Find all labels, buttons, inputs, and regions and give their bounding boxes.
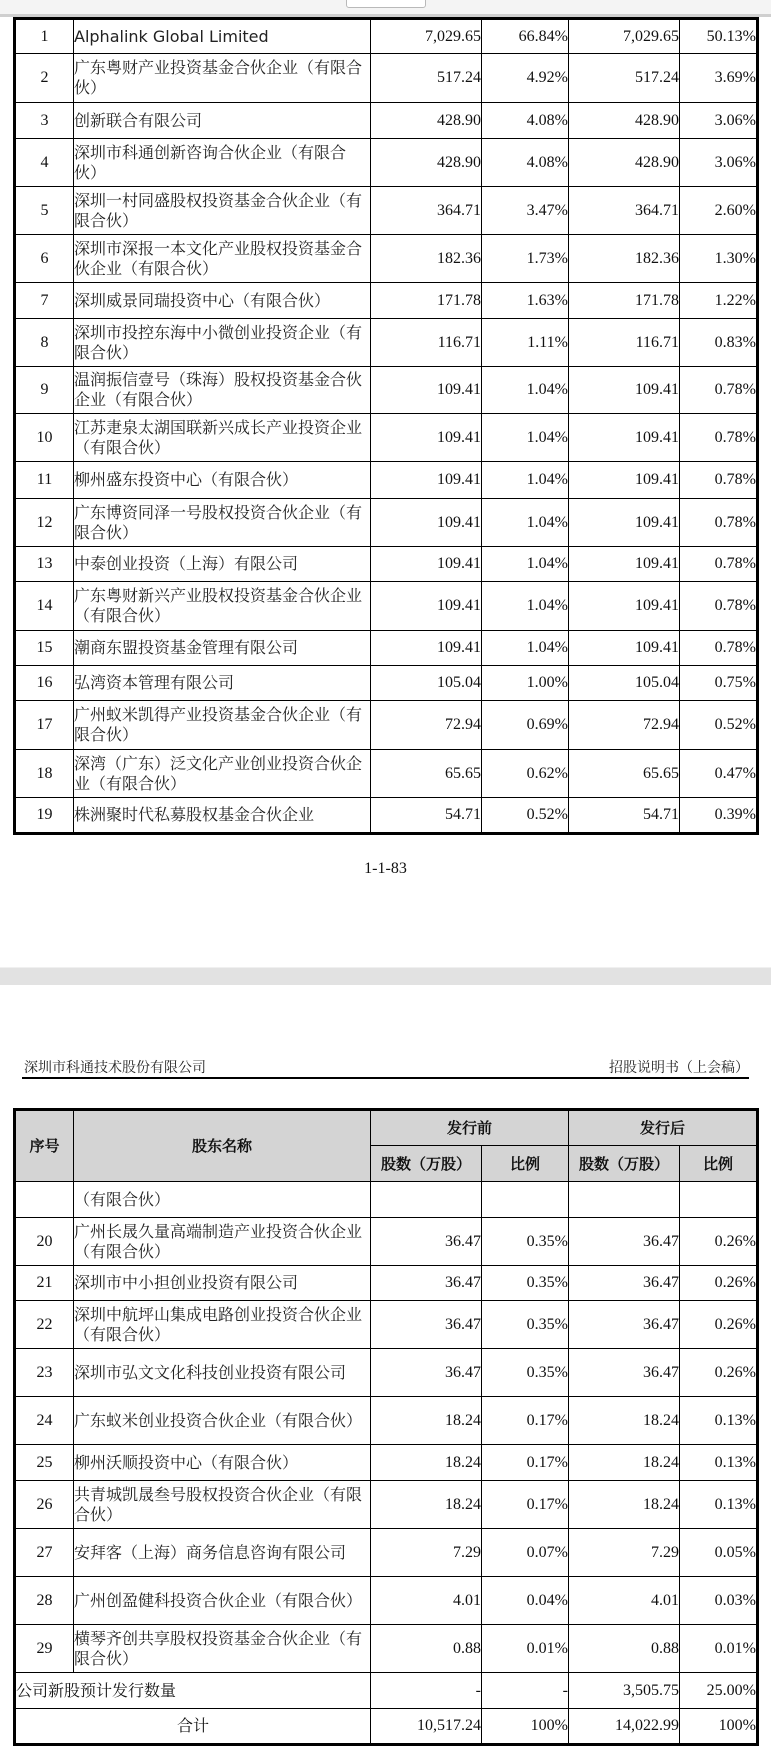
shareholder-name: 深圳市深报一本文化产业股权投资基金合伙企业（有限合伙） bbox=[74, 235, 371, 283]
table-row-continuation bbox=[15, 1182, 758, 1218]
post-issue-ratio: 0.26% bbox=[680, 1349, 758, 1397]
col-header-pre-issue: 发行前 bbox=[371, 1110, 569, 1146]
pre-issue-ratio: 0.69% bbox=[482, 701, 569, 750]
row-number: 22 bbox=[15, 1301, 74, 1349]
post-issue-shares: 36.47 bbox=[569, 1301, 680, 1349]
post-issue-shares: 428.90 bbox=[569, 103, 680, 139]
col-header-post-issue: 发行后 bbox=[569, 1110, 758, 1146]
row-number: 19 bbox=[15, 798, 74, 834]
pre-issue-shares: 105.04 bbox=[371, 666, 482, 701]
toolbar-button[interactable] bbox=[346, 0, 426, 8]
pre-issue-ratio: 1.04% bbox=[482, 499, 569, 547]
pre-issue-ratio: 4.92% bbox=[482, 54, 569, 103]
table-row bbox=[15, 414, 758, 462]
row-number: 16 bbox=[15, 666, 74, 701]
post-issue-ratio: 0.26% bbox=[680, 1218, 758, 1266]
pre-issue-ratio: 0.62% bbox=[482, 750, 569, 798]
shareholder-name: 深圳威景同瑞投资中心（有限合伙） bbox=[74, 283, 371, 319]
pre-issue-shares: 182.36 bbox=[371, 235, 482, 283]
table-row bbox=[15, 235, 758, 283]
col-header-no: 序号 bbox=[15, 1110, 74, 1182]
post-issue-shares: 109.41 bbox=[569, 462, 680, 499]
col-header-pre-shares: 股数（万股） bbox=[371, 1146, 482, 1182]
post-issue-ratio: 0.78% bbox=[680, 582, 758, 631]
table-row bbox=[15, 19, 758, 54]
table-row bbox=[15, 499, 758, 547]
post-issue-ratio: 0.52% bbox=[680, 701, 758, 750]
row-number: 27 bbox=[15, 1529, 74, 1577]
row-number: 28 bbox=[15, 1577, 74, 1625]
pre-issue-ratio: 1.04% bbox=[482, 462, 569, 499]
shareholder-name: 深圳市中小担创业投资有限公司 bbox=[74, 1266, 371, 1301]
shareholder-name: 广东蚁米创业投资合伙企业（有限合伙） bbox=[74, 1397, 371, 1445]
shareholder-table-page1 bbox=[13, 17, 759, 835]
shareholder-name: 深湾（广东）泛文化产业创业投资合伙企业（有限合伙） bbox=[74, 750, 371, 798]
pre-issue-shares: 109.41 bbox=[371, 499, 482, 547]
pre-issue-shares: 109.41 bbox=[371, 547, 482, 582]
shareholder-name: 温润振信壹号（珠海）股权投资基金合伙企业（有限合伙） bbox=[74, 367, 371, 414]
table-row bbox=[15, 582, 758, 631]
post-issue-shares: 109.41 bbox=[569, 414, 680, 462]
pre-issue-shares: 116.71 bbox=[371, 319, 482, 367]
table-row bbox=[15, 1218, 758, 1266]
post-issue-shares: 105.04 bbox=[569, 666, 680, 701]
post-issue-ratio: 0.13% bbox=[680, 1397, 758, 1445]
table-row bbox=[15, 54, 758, 103]
col-header-name: 股东名称 bbox=[74, 1110, 371, 1182]
pre-issue-shares: 18.24 bbox=[371, 1445, 482, 1481]
table-row bbox=[15, 139, 758, 187]
document-type: 招股说明书（上会稿） bbox=[609, 1060, 749, 1076]
row-number: 13 bbox=[15, 547, 74, 582]
post-issue-ratio: 3.69% bbox=[680, 54, 758, 103]
pre-issue-shares: 171.78 bbox=[371, 283, 482, 319]
company-name: 深圳市科通技术股份有限公司 bbox=[24, 1060, 206, 1076]
pre-issue-ratio: 1.63% bbox=[482, 283, 569, 319]
pre-issue-ratio: 0.35% bbox=[482, 1301, 569, 1349]
row-number: 15 bbox=[15, 631, 74, 666]
pre-issue-ratio: 0.01% bbox=[482, 1625, 569, 1673]
row-number: 25 bbox=[15, 1445, 74, 1481]
post-issue-shares: 116.71 bbox=[569, 319, 680, 367]
total-post-ratio: 100% bbox=[680, 1709, 758, 1745]
table-row bbox=[15, 1481, 758, 1529]
table-row bbox=[15, 103, 758, 139]
table-row bbox=[15, 1625, 758, 1673]
new-shares-pre-shares: - bbox=[371, 1673, 482, 1709]
shareholder-name: 深圳一村同盛股权投资基金合伙企业（有限合伙） bbox=[74, 187, 371, 235]
pre-issue-ratio: 0.35% bbox=[482, 1218, 569, 1266]
post-issue-ratio: 0.26% bbox=[680, 1266, 758, 1301]
total-post-shares: 14,022.99 bbox=[569, 1709, 680, 1745]
pre-issue-ratio: 4.08% bbox=[482, 139, 569, 187]
row-number: 6 bbox=[15, 235, 74, 283]
row-number: 8 bbox=[15, 319, 74, 367]
post-issue-shares: 109.41 bbox=[569, 547, 680, 582]
row-number: 5 bbox=[15, 187, 74, 235]
table-row bbox=[15, 1397, 758, 1445]
pre-issue-ratio: 1.04% bbox=[482, 582, 569, 631]
table-row-total bbox=[15, 1709, 758, 1745]
pre-issue-shares: 4.01 bbox=[371, 1577, 482, 1625]
row-number: 1 bbox=[15, 19, 74, 54]
pre-issue-ratio: 1.11% bbox=[482, 319, 569, 367]
shareholder-name-continuation: （有限合伙） bbox=[74, 1182, 371, 1218]
post-issue-ratio: 0.01% bbox=[680, 1625, 758, 1673]
post-issue-shares: 171.78 bbox=[569, 283, 680, 319]
row-number: 21 bbox=[15, 1266, 74, 1301]
post-issue-shares: 7,029.65 bbox=[569, 19, 680, 54]
row-number: 26 bbox=[15, 1481, 74, 1529]
shareholder-name: 潮商东盟投资基金管理有限公司 bbox=[74, 631, 371, 666]
pre-issue-shares: 109.41 bbox=[371, 631, 482, 666]
new-shares-label: 公司新股预计发行数量 bbox=[15, 1673, 371, 1709]
post-issue-shares: 65.65 bbox=[569, 750, 680, 798]
row-number: 24 bbox=[15, 1397, 74, 1445]
pre-issue-ratio: 0.07% bbox=[482, 1529, 569, 1577]
post-issue-shares: 517.24 bbox=[569, 54, 680, 103]
col-header-post-shares: 股数（万股） bbox=[569, 1146, 680, 1182]
pre-issue-shares: 517.24 bbox=[371, 54, 482, 103]
table-row bbox=[15, 319, 758, 367]
post-issue-ratio: 50.13% bbox=[680, 19, 758, 54]
shareholder-table-page2 bbox=[13, 1108, 759, 1746]
row-number: 2 bbox=[15, 54, 74, 103]
post-issue-shares: 109.41 bbox=[569, 367, 680, 414]
table-row bbox=[15, 547, 758, 582]
pre-issue-shares: 65.65 bbox=[371, 750, 482, 798]
post-issue-ratio: 2.60% bbox=[680, 187, 758, 235]
total-pre-shares: 10,517.24 bbox=[371, 1709, 482, 1745]
post-issue-shares: 72.94 bbox=[569, 701, 680, 750]
post-issue-ratio: 0.47% bbox=[680, 750, 758, 798]
table-row-new-shares bbox=[15, 1673, 758, 1709]
post-issue-ratio: 3.06% bbox=[680, 103, 758, 139]
post-issue-shares: 0.88 bbox=[569, 1625, 680, 1673]
pre-issue-shares: 54.71 bbox=[371, 798, 482, 834]
post-issue-ratio: 0.78% bbox=[680, 462, 758, 499]
post-issue-ratio: 0.05% bbox=[680, 1529, 758, 1577]
table-row bbox=[15, 283, 758, 319]
row-number: 29 bbox=[15, 1625, 74, 1673]
pre-issue-ratio: 0.17% bbox=[482, 1445, 569, 1481]
pre-issue-shares: 109.41 bbox=[371, 414, 482, 462]
shareholder-name: 江苏疌泉太湖国联新兴成长产业投资企业（有限合伙） bbox=[74, 414, 371, 462]
shareholder-name: 深圳中航坪山集成电路创业投资合伙企业（有限合伙） bbox=[74, 1301, 371, 1349]
post-issue-ratio: 0.78% bbox=[680, 414, 758, 462]
row-number: 17 bbox=[15, 701, 74, 750]
pre-issue-shares: 428.90 bbox=[371, 139, 482, 187]
shareholder-name: 深圳市科通创新咨询合伙企业（有限合伙） bbox=[74, 139, 371, 187]
post-issue-shares: 18.24 bbox=[569, 1445, 680, 1481]
row-number: 7 bbox=[15, 283, 74, 319]
table-row bbox=[15, 798, 758, 834]
col-header-post-ratio: 比例 bbox=[680, 1146, 758, 1182]
post-issue-shares: 36.47 bbox=[569, 1218, 680, 1266]
document-header bbox=[22, 1055, 749, 1079]
post-issue-shares: 36.47 bbox=[569, 1266, 680, 1301]
shareholder-name: 柳州盛东投资中心（有限合伙） bbox=[74, 462, 371, 499]
shareholder-name: 柳州沃顺投资中心（有限合伙） bbox=[74, 1445, 371, 1481]
pre-issue-ratio: 1.04% bbox=[482, 631, 569, 666]
post-issue-shares: 7.29 bbox=[569, 1529, 680, 1577]
post-issue-shares: 364.71 bbox=[569, 187, 680, 235]
shareholder-name: 共青城凯晟叁号股权投资合伙企业（有限合伙） bbox=[74, 1481, 371, 1529]
post-issue-shares: 109.41 bbox=[569, 631, 680, 666]
table-row bbox=[15, 1529, 758, 1577]
table-row bbox=[15, 701, 758, 750]
shareholder-name: 创新联合有限公司 bbox=[74, 103, 371, 139]
page-number: 1-1-83 bbox=[364, 860, 407, 877]
new-shares-post-ratio: 25.00% bbox=[680, 1673, 758, 1709]
pre-issue-ratio: 0.35% bbox=[482, 1349, 569, 1397]
new-shares-post-shares: 3,505.75 bbox=[569, 1673, 680, 1709]
total-label: 合计 bbox=[15, 1709, 371, 1745]
post-issue-ratio: 0.13% bbox=[680, 1481, 758, 1529]
pre-issue-ratio: 1.04% bbox=[482, 367, 569, 414]
shareholder-name: 广州蚁米凯得产业投资基金合伙企业（有限合伙） bbox=[74, 701, 371, 750]
shareholder-name: 广东粤财产业投资基金合伙企业（有限合伙） bbox=[74, 54, 371, 103]
post-issue-ratio: 0.26% bbox=[680, 1301, 758, 1349]
shareholder-name: 安拜客（上海）商务信息咨询有限公司 bbox=[74, 1529, 371, 1577]
row-number: 9 bbox=[15, 367, 74, 414]
shareholder-name: 横琴齐创共享股权投资基金合伙企业（有限合伙） bbox=[74, 1625, 371, 1673]
pre-issue-ratio: 0.17% bbox=[482, 1397, 569, 1445]
table-row bbox=[15, 750, 758, 798]
pre-issue-ratio: 0.17% bbox=[482, 1481, 569, 1529]
row-number: 14 bbox=[15, 582, 74, 631]
pre-issue-ratio: 3.47% bbox=[482, 187, 569, 235]
post-issue-ratio: 0.03% bbox=[680, 1577, 758, 1625]
pre-issue-shares: 7.29 bbox=[371, 1529, 482, 1577]
post-issue-ratio: 1.30% bbox=[680, 235, 758, 283]
shareholder-name: 弘湾资本管理有限公司 bbox=[74, 666, 371, 701]
pre-issue-shares: 36.47 bbox=[371, 1301, 482, 1349]
row-number: 23 bbox=[15, 1349, 74, 1397]
table-row bbox=[15, 1349, 758, 1397]
pre-issue-ratio: 1.00% bbox=[482, 666, 569, 701]
post-issue-ratio: 0.78% bbox=[680, 367, 758, 414]
post-issue-ratio: 0.78% bbox=[680, 547, 758, 582]
viewer-toolbar bbox=[0, 0, 771, 17]
pre-issue-shares: 72.94 bbox=[371, 701, 482, 750]
shareholder-name: 广州长晟久量高端制造产业投资合伙企业（有限合伙） bbox=[74, 1218, 371, 1266]
post-issue-shares: 36.47 bbox=[569, 1349, 680, 1397]
shareholder-name: 深圳市弘文文化科技创业投资有限公司 bbox=[74, 1349, 371, 1397]
pre-issue-shares: 18.24 bbox=[371, 1397, 482, 1445]
table-row bbox=[15, 1577, 758, 1625]
table-row bbox=[15, 1445, 758, 1481]
table-row bbox=[15, 666, 758, 701]
post-issue-ratio: 3.06% bbox=[680, 139, 758, 187]
pre-issue-shares: 36.47 bbox=[371, 1218, 482, 1266]
pre-issue-shares: 7,029.65 bbox=[371, 19, 482, 54]
row-number: 18 bbox=[15, 750, 74, 798]
shareholder-name: 广东粤财新兴产业股权投资基金合伙企业（有限合伙） bbox=[74, 582, 371, 631]
post-issue-ratio: 0.78% bbox=[680, 499, 758, 547]
pre-issue-ratio: 1.73% bbox=[482, 235, 569, 283]
page-separator bbox=[0, 967, 771, 985]
table-row bbox=[15, 631, 758, 666]
pre-issue-shares: 364.71 bbox=[371, 187, 482, 235]
pre-issue-ratio: 4.08% bbox=[482, 103, 569, 139]
post-issue-shares: 4.01 bbox=[569, 1577, 680, 1625]
row-number: 4 bbox=[15, 139, 74, 187]
table-row bbox=[15, 367, 758, 414]
pre-issue-shares: 109.41 bbox=[371, 582, 482, 631]
shareholder-name: 中泰创业投资（上海）有限公司 bbox=[74, 547, 371, 582]
post-issue-ratio: 0.83% bbox=[680, 319, 758, 367]
row-number: 12 bbox=[15, 499, 74, 547]
row-number: 10 bbox=[15, 414, 74, 462]
shareholder-name: 深圳市投控东海中小微创业投资企业（有限合伙） bbox=[74, 319, 371, 367]
post-issue-shares: 182.36 bbox=[569, 235, 680, 283]
pre-issue-shares: 18.24 bbox=[371, 1481, 482, 1529]
pre-issue-ratio: 0.35% bbox=[482, 1266, 569, 1301]
post-issue-ratio: 0.78% bbox=[680, 631, 758, 666]
col-header-pre-ratio: 比例 bbox=[482, 1146, 569, 1182]
post-issue-shares: 18.24 bbox=[569, 1481, 680, 1529]
pre-issue-shares: 0.88 bbox=[371, 1625, 482, 1673]
post-issue-ratio: 0.13% bbox=[680, 1445, 758, 1481]
shareholder-name: Alphalink Global Limited bbox=[74, 19, 371, 54]
post-issue-ratio: 0.39% bbox=[680, 798, 758, 834]
post-issue-ratio: 1.22% bbox=[680, 283, 758, 319]
table-row bbox=[15, 1301, 758, 1349]
pre-issue-ratio: 0.04% bbox=[482, 1577, 569, 1625]
row-number: 3 bbox=[15, 103, 74, 139]
row-number: 20 bbox=[15, 1218, 74, 1266]
pre-issue-ratio: 0.52% bbox=[482, 798, 569, 834]
table-row bbox=[15, 1266, 758, 1301]
pre-issue-shares: 36.47 bbox=[371, 1266, 482, 1301]
post-issue-shares: 109.41 bbox=[569, 582, 680, 631]
shareholder-name: 广州创盈健科投资合伙企业（有限合伙） bbox=[74, 1577, 371, 1625]
new-shares-pre-ratio: - bbox=[482, 1673, 569, 1709]
table-row bbox=[15, 187, 758, 235]
post-issue-ratio: 0.75% bbox=[680, 666, 758, 701]
pre-issue-ratio: 1.04% bbox=[482, 414, 569, 462]
shareholder-name: 广东博资同泽一号股权投资合伙企业（有限合伙） bbox=[74, 499, 371, 547]
row-number: 11 bbox=[15, 462, 74, 499]
post-issue-shares: 18.24 bbox=[569, 1397, 680, 1445]
pre-issue-ratio: 1.04% bbox=[482, 547, 569, 582]
post-issue-shares: 428.90 bbox=[569, 139, 680, 187]
total-pre-ratio: 100% bbox=[482, 1709, 569, 1745]
shareholder-name: 株洲聚时代私募股权基金合伙企业 bbox=[74, 798, 371, 834]
pre-issue-shares: 36.47 bbox=[371, 1349, 482, 1397]
table-row bbox=[15, 462, 758, 499]
pre-issue-shares: 109.41 bbox=[371, 462, 482, 499]
pre-issue-ratio: 66.84% bbox=[482, 19, 569, 54]
pre-issue-shares: 428.90 bbox=[371, 103, 482, 139]
post-issue-shares: 109.41 bbox=[569, 499, 680, 547]
pre-issue-shares: 109.41 bbox=[371, 367, 482, 414]
post-issue-shares: 54.71 bbox=[569, 798, 680, 834]
